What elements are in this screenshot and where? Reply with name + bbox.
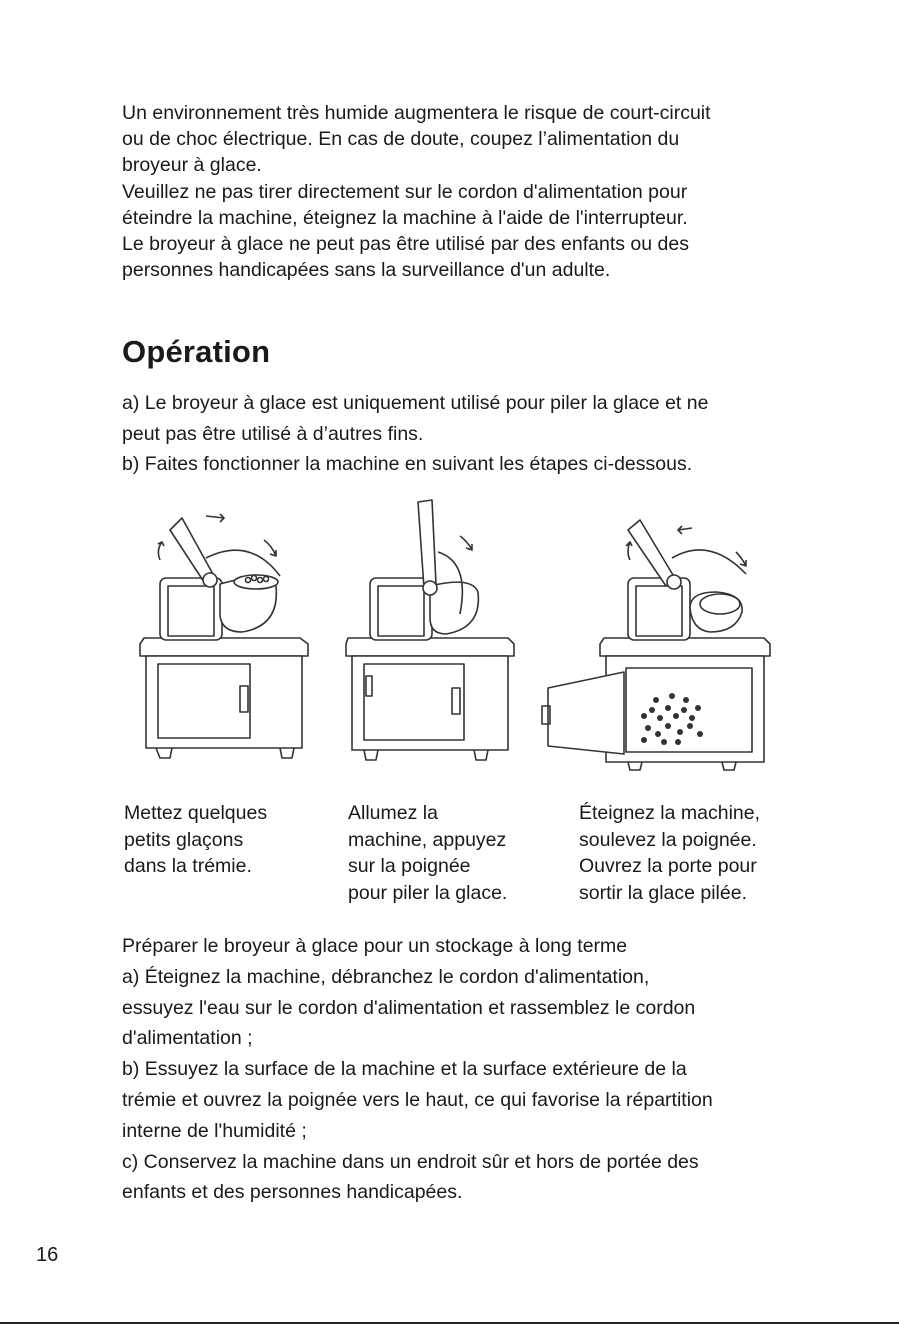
caption-line: pour piler la glace. bbox=[348, 881, 508, 904]
step2-illustration bbox=[342, 496, 562, 781]
caption-line: Allumez la bbox=[348, 802, 438, 824]
caption-line: sortir la glace pilée. bbox=[579, 881, 747, 904]
operation-line: peut pas être utilisé à d’autres fins. bbox=[122, 422, 424, 445]
storage-line: c) Conservez la machine dans un endroit sûr et hors de portée des bbox=[122, 1150, 699, 1173]
operation-instructions bbox=[122, 388, 812, 480]
intro-line: Veuillez ne pas tirer directement sur le cordon d'alimentation pour bbox=[122, 180, 688, 203]
operation-line: b) Faites fonctionner la machine en suivant les étapes ci-dessous. bbox=[122, 453, 693, 475]
storage-instructions bbox=[122, 931, 812, 1208]
storage-line: essuyez l'eau sur le cordon d'alimentation et rassemblez le cordon bbox=[122, 996, 696, 1019]
storage-line: trémie et ouvrez la poignée vers le haut, ce qui favorise la répartition bbox=[122, 1088, 713, 1111]
storage-line: d'alimentation ; bbox=[122, 1027, 253, 1050]
step1-illustration bbox=[130, 496, 350, 781]
caption-line: machine, appuyez bbox=[348, 828, 507, 851]
intro-line: broyeur à glace. bbox=[122, 154, 262, 177]
storage-line: b) Essuyez la surface de la machine et la surface extérieure de la bbox=[122, 1058, 687, 1081]
step3-caption bbox=[579, 800, 789, 906]
caption-line: Ouvrez la porte pour bbox=[579, 855, 757, 877]
caption-line: Mettez quelques bbox=[124, 802, 268, 824]
intro-paragraph bbox=[122, 100, 802, 283]
page-number: 16 bbox=[36, 1244, 59, 1266]
intro-line: éteindre la machine, éteignez la machine à l'aide de l'interrupteur. bbox=[122, 206, 688, 229]
storage-line: a) Éteignez la machine, débranchez le cordon d'alimentation, bbox=[122, 965, 650, 988]
storage-line: interne de l'humidité ; bbox=[122, 1119, 307, 1142]
storage-line: Préparer le broyeur à glace pour un stockage à long terme bbox=[122, 935, 628, 957]
intro-line: Le broyeur à glace ne peut pas être utilisé par des enfants ou des bbox=[122, 233, 689, 256]
step1-caption bbox=[124, 800, 334, 880]
intro-line: ou de choc électrique. En cas de doute, coupez l’alimentation du bbox=[122, 128, 680, 151]
step3-illustration bbox=[540, 496, 780, 781]
operation-line: a) Le broyeur à glace est uniquement utilisé pour piler la glace et ne bbox=[122, 392, 709, 414]
intro-line: Un environnement très humide augmentera le risque de court-circuit bbox=[122, 102, 711, 124]
intro-line: personnes handicapées sans la surveillance d'un adulte. bbox=[122, 259, 611, 282]
step2-caption bbox=[348, 800, 558, 906]
caption-line: Éteignez la machine, bbox=[579, 802, 761, 824]
caption-line: petits glaçons bbox=[124, 828, 244, 851]
caption-line: sur la poignée bbox=[348, 855, 471, 877]
caption-line: soulevez la poignée. bbox=[579, 828, 757, 851]
caption-line: dans la trémie. bbox=[124, 855, 252, 877]
storage-line: enfants et des personnes handicapées. bbox=[122, 1181, 463, 1204]
section-heading: Opération bbox=[122, 334, 271, 369]
